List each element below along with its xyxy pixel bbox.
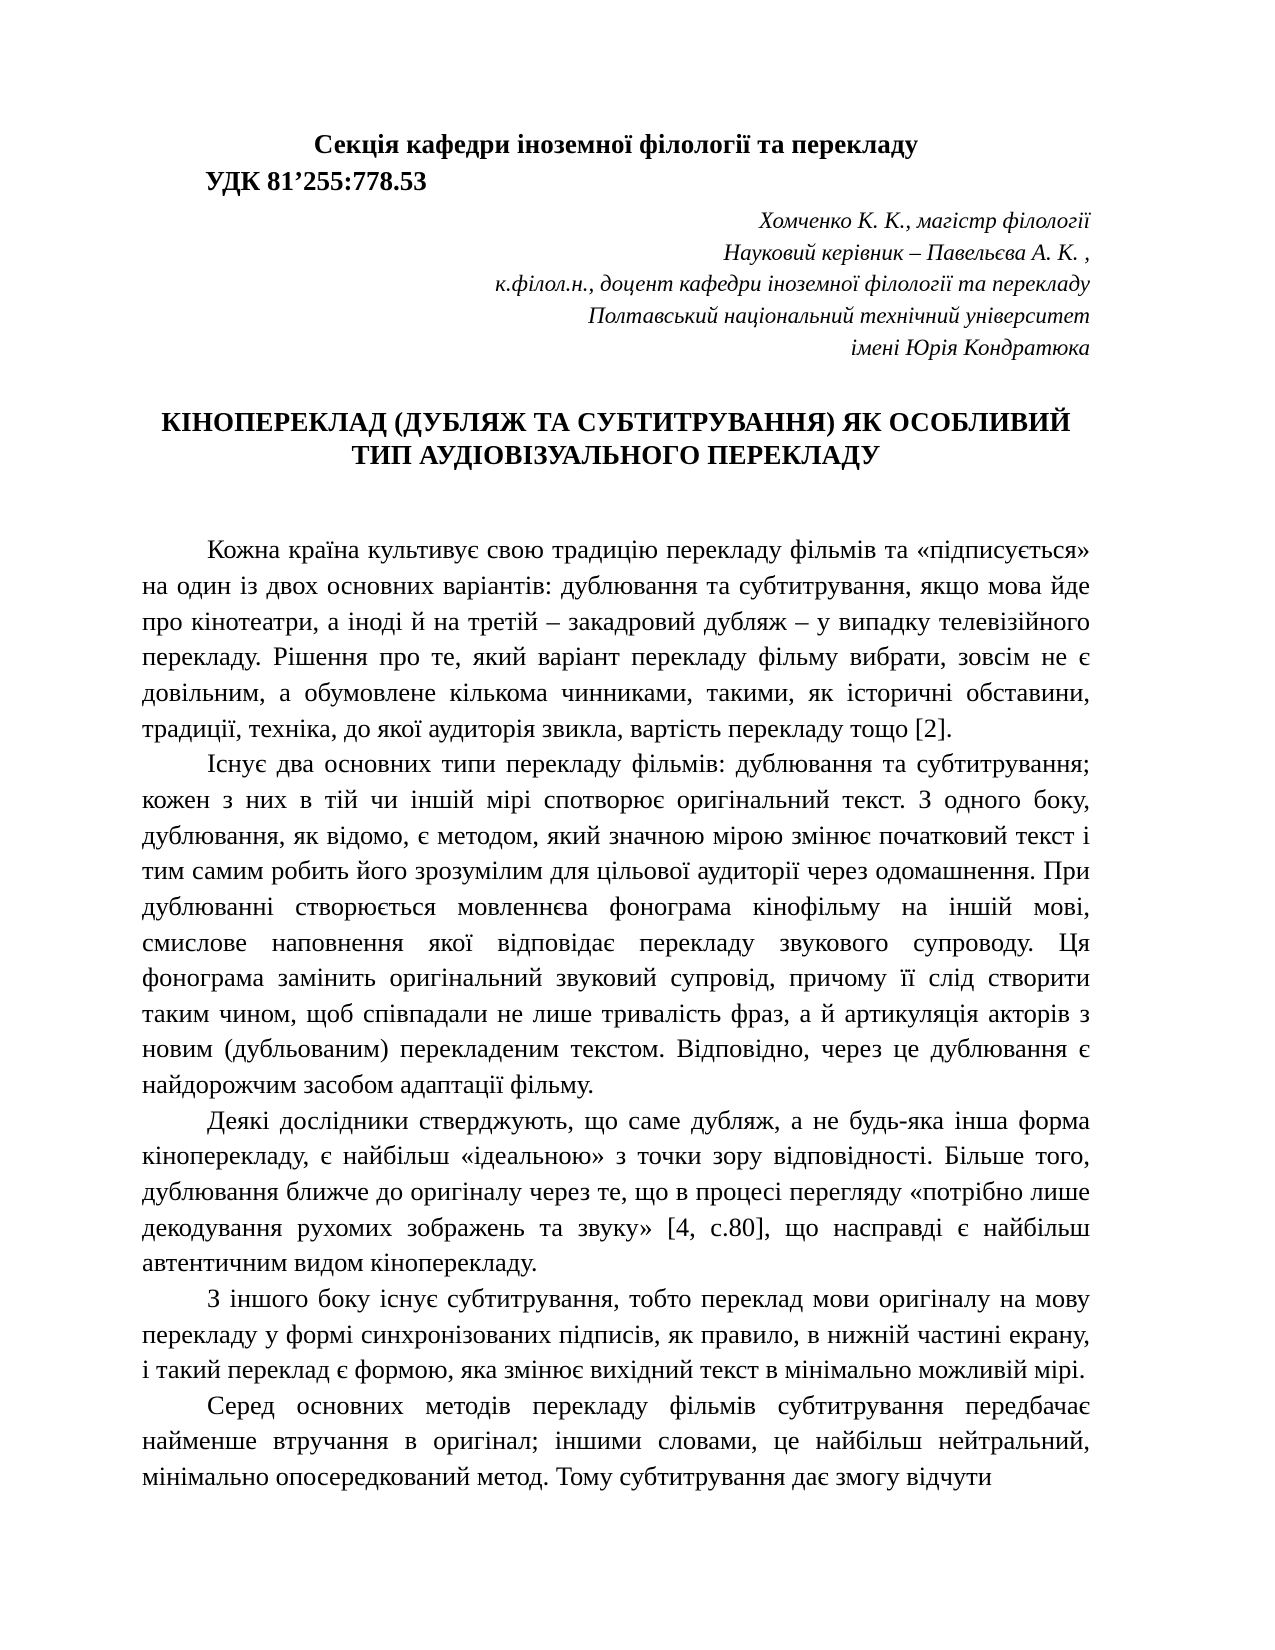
article-title-line-2: ТИП АУДІОВІЗУАЛЬНОГО ПЕРЕКЛАДУ — [351, 439, 881, 470]
supervisor-title-line: к.філол.н., доцент кафедри іноземної філології та перекладу — [495, 271, 1090, 297]
supervisor-line: Науковий керівник – Павельєва А. К. , — [723, 239, 1090, 265]
author-affiliation-block — [142, 205, 1090, 364]
author-line: Хомченко К. К., магістр філології — [758, 207, 1090, 233]
article-title — [142, 406, 1090, 473]
university-name-line: імені Юрія Кондратюка — [850, 334, 1090, 360]
body-paragraph: Деякі дослідники стверджують, що саме дубляж, а не будь-яка інша форма кіноперекладу, є найбільш «ідеальною» з точки зору відповідності. Більше того, дублювання ближче до оригіналу через те, що в процесі перегляду «потрібно лише декодування рухомих зображень та звуку» [4, с.80], що насправді є найбільш автентичним видом кіноперекладу. — [142, 1104, 1090, 1278]
body-paragraph: Серед основних методів перекладу фільмів субтитрування передбачає найменше втручання в оригінал; іншими словами, це найбільш нейтральний, мінімально опосередкований метод. Тому субтитрування дає змогу відчути — [142, 1389, 1090, 1492]
body-paragraph: Існує два основних типи перекладу фільмів: дублювання та субтитрування; кожен з них в тій чи іншій мірі спотворює оригінальний текст. З одного боку, дублювання, як відомо, є методом, який значною мірою змінює початковий текст і тим самим робить його зрозумілим для цільової аудиторії через одомашнення. При дублюванні створюється мовленнєва фонограма кінофільму на іншій мові, смислове наповнення якої відповідає перекладу звукового супроводу. Ця фонограма замінить оригінальний звуковий супровід, причому її слід створити таким чином, щоб співпадали не лише тривалість фраз, а й артикуляція акторів з новим (дубльованим) перекладеним текстом. Відповідно, через це дублювання є найдорожчим засобом адаптації фільму. — [142, 748, 1090, 1100]
page-content — [142, 128, 1090, 1495]
article-body — [142, 532, 1090, 1494]
udk-code: УДК 81’255:778.53 — [205, 165, 427, 196]
body-paragraph: Кожна країна культивує свою традицію перекладу фільмів та «підписується» на один із двох основних варіантів: дублювання та субтитрування, якщо мова йде про кінотеатри, а іноді й на третій – закадровий дубляж – у випадку телевізійного перекладу. Рішення про те, який варіант перекладу фільму вибрати, зовсім не є довільним, а обумовлене кількома чинниками, такими, як історичні обставини, традиції, техніка, до якої аудиторія звикла, вартість перекладу тощо [2]. — [142, 534, 1090, 743]
university-line: Полтавський національний технічний університет — [588, 303, 1090, 329]
section-heading: Секція кафедри іноземної філології та перекладу — [313, 129, 919, 159]
body-paragraph: З іншого боку існує субтитрування, тобто переклад мови оригіналу на мову перекладу у формі синхронізованих підписів, як правило, в нижній частині екрану, і такий переклад є формою, яка змінює вихідний текст в мінімально можливій мірі. — [142, 1282, 1090, 1385]
article-title-line-1: КІНОПЕРЕКЛАД (ДУБЛЯЖ ТА СУБТИТРУВАННЯ) ЯК ОСОБЛИВИЙ — [161, 406, 1071, 437]
